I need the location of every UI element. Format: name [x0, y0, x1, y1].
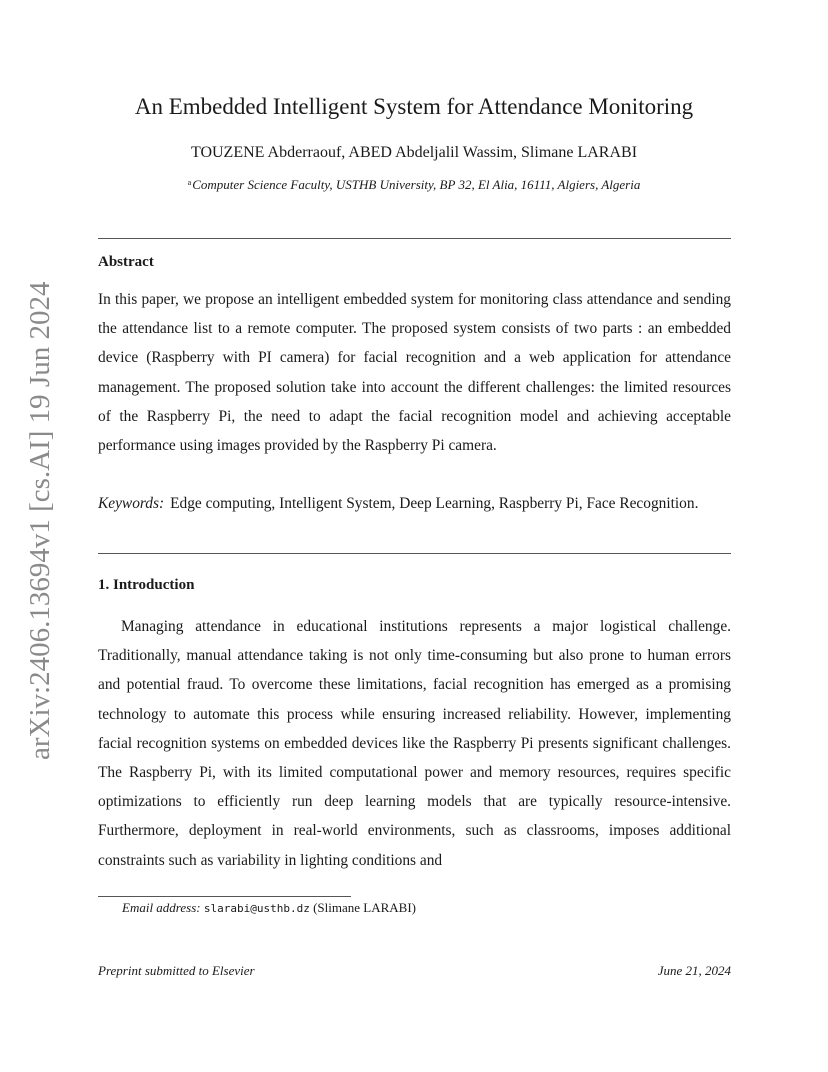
footer-submission-note: Preprint submitted to Elsevier	[98, 963, 255, 978]
keywords-list: Edge computing, Intelligent System, Deep Learning, Raspberry Pi, Face Recognition.	[170, 495, 699, 512]
keywords-label: Keywords:	[98, 495, 165, 512]
author-list: TOUZENE Abderraouf, ABED Abdeljalil Wassim, Slimane LARABI	[190, 144, 638, 161]
abstract-body: In this paper, we propose an intelligent embedded system for monitoring class attendance and sending the attendance list to a remote computer. The proposed system consists of two parts : an embedded device (Raspberry with PI camera) for facial recognition and a web application for attendance management. The proposed solution take into account the different challenges: the limited resources of the Raspberry Pi, the need to adapt the facial recognition model and achieving acceptable performance using images provided by the Raspberry Pi camera.	[98, 291, 731, 455]
abstract-top-divider	[98, 238, 731, 239]
footnote-email[interactable]: slarabi@usthb.dz	[203, 902, 310, 915]
introduction-heading: 1. Introduction	[98, 577, 195, 593]
abstract-bottom-divider	[98, 553, 731, 554]
arxiv-side-identifier: arXiv:2406.13694v1 [cs.AI] 19 Jun 2024	[24, 281, 56, 760]
footnote-label: Email address:	[122, 900, 201, 915]
footer-date: June 21, 2024	[657, 963, 731, 978]
footnote-owner: (Slimane LARABI)	[313, 900, 416, 915]
keywords-line	[98, 489, 731, 518]
introduction-body: Managing attendance in educational institutions represents a major logistical challenge. Traditionally, manual attendance taking is not only time-consuming but also prone to human errors and potential fraud. To overcome these limitations, facial recognition has emerged as a promising technology to automate this process while ensuring increased reliability. However, implementing facial recognition systems on embedded devices like the Raspberry Pi presents significant challenges. The Raspberry Pi, with its limited computational power and memory resources, requires specific optimizations to efficiently run deep learning models that are typically resource-intensive. Furthermore, deployment in real-world environments, such as classrooms, imposes additional constraints such as variability in lighting conditions and	[98, 618, 731, 869]
footnote	[122, 899, 416, 918]
affiliation-text: Computer Science Faculty, USTHB University, BP 32, El Alia, 16111, Algiers, Algeria	[192, 177, 641, 192]
paper-title: An Embedded Intelligent System for Attendance Monitoring	[134, 94, 694, 119]
abstract-heading: Abstract	[98, 254, 154, 270]
affiliation-line	[98, 174, 730, 194]
footnote-divider	[98, 896, 351, 897]
affiliation-marker: a	[187, 178, 192, 187]
